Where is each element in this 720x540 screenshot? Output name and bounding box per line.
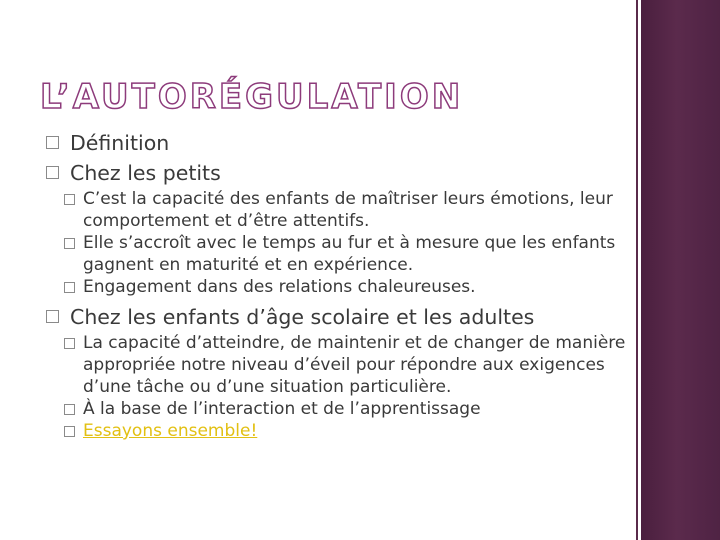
side-decorative-band — [641, 0, 720, 540]
sub-bullet-text: La capacité d’atteindre, de maintenir et de changer de manière appropriée notre niveau d’éveil pour répondre aux exigences d’une tâche ou d’une situation particulière. — [83, 333, 626, 397]
hollow-square-bullet-icon — [46, 166, 59, 179]
slide-content — [46, 128, 636, 442]
hollow-square-bullet-icon — [46, 136, 59, 149]
bullet-label: Chez les enfants d’âge scolaire et les adultes — [70, 305, 535, 329]
hollow-square-bullet-icon — [64, 426, 75, 437]
bullet-definition — [46, 128, 636, 158]
sub-bullet — [63, 276, 636, 298]
essayons-ensemble-link[interactable]: Essayons ensemble! — [83, 421, 258, 441]
side-divider-line — [636, 0, 638, 540]
hollow-square-bullet-icon — [46, 310, 59, 323]
hollow-square-bullet-icon — [64, 282, 75, 293]
sub-bullet — [63, 398, 636, 420]
bullet-chez-les-enfants-adultes — [46, 302, 636, 332]
sub-bullet-text: C’est la capacité des enfants de maîtriser leurs émotions, leur comportement et d’être attentifs. — [83, 189, 613, 231]
bullet-label: Définition — [70, 131, 170, 155]
hollow-square-bullet-icon — [64, 338, 75, 349]
bullet-label: Chez les petits — [70, 161, 221, 185]
sub-bullet-link — [63, 420, 636, 442]
hollow-square-bullet-icon — [64, 194, 75, 205]
sub-bullet — [63, 332, 636, 398]
sub-bullet — [63, 232, 636, 276]
slide-title: L’AUTORÉGULATION — [40, 77, 464, 117]
hollow-square-bullet-icon — [64, 238, 75, 249]
sub-bullet-text: Engagement dans des relations chaleureuses. — [83, 277, 476, 297]
sub-bullet-text: Elle s’accroît avec le temps au fur et à mesure que les enfants gagnent en maturité et en expérience. — [83, 233, 616, 275]
sub-bullet — [63, 188, 636, 232]
hollow-square-bullet-icon — [64, 404, 75, 415]
sub-bullet-text: À la base de l’interaction et de l’apprentissage — [83, 399, 481, 419]
bullet-chez-les-petits — [46, 158, 636, 188]
